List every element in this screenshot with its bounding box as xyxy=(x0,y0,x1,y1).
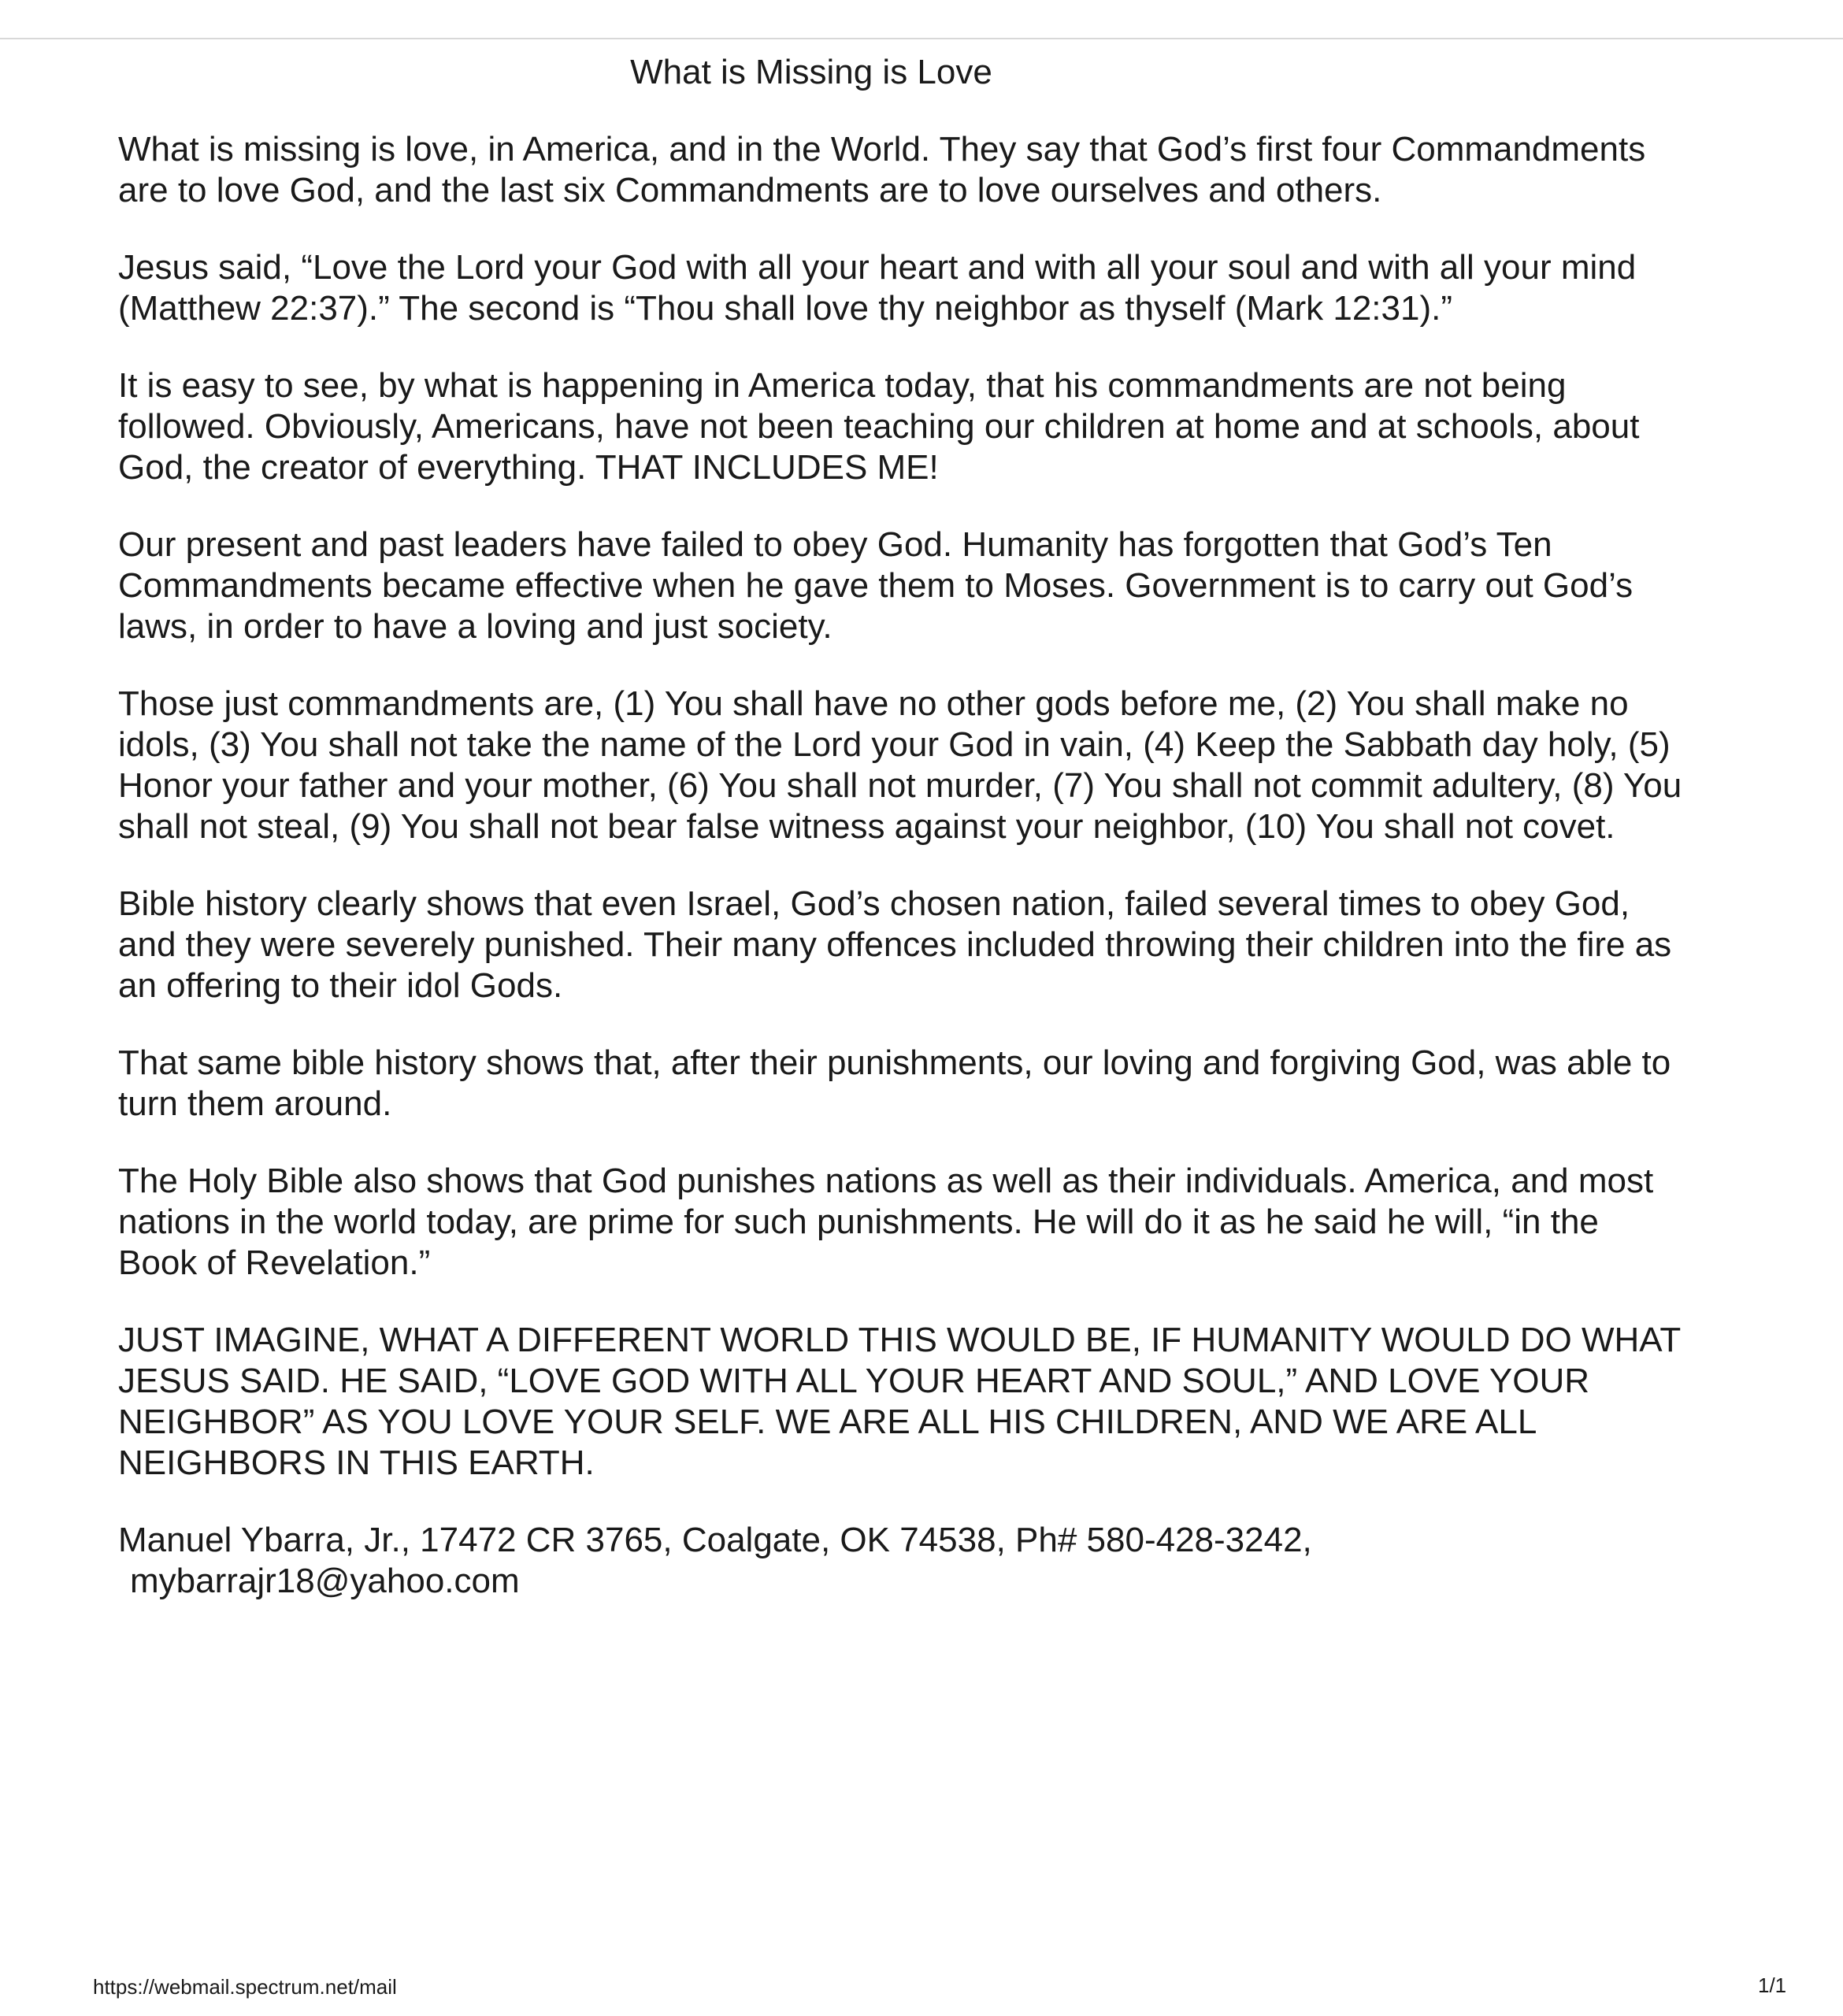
text-line: It is easy to see, by what is happening in America today, that his commandments are not being xyxy=(118,366,1567,405)
text-line: Book of Revelation.” xyxy=(118,1243,431,1282)
text-line: Honor your father and your mother, (6) You shall not murder, (7) You shall not commit adultery, (8) You xyxy=(118,766,1682,805)
text-line: nations in the world today, are prime for such punishments. He will do it as he said he will, “in the xyxy=(118,1203,1599,1241)
text-line: Commandments became effective when he gave them to Moses. Government is to carry out God’s xyxy=(118,566,1633,605)
paragraph xyxy=(118,884,1772,1006)
text-line: shall not steal, (9) You shall not bear false witness against your neighbor, (10) You shall not covet. xyxy=(118,807,1615,846)
scan-edge-line xyxy=(0,38,1843,39)
paragraph xyxy=(118,247,1772,329)
paragraph xyxy=(118,129,1772,211)
text-line: Our present and past leaders have failed to obey God. Humanity has forgotten that God’s Ten xyxy=(118,525,1552,564)
document-body xyxy=(118,129,1772,1638)
text-line: NEIGHBOR” AS YOU LOVE YOUR SELF. WE ARE ALL HIS CHILDREN, AND WE ARE ALL xyxy=(118,1403,1537,1441)
text-line: Those just commandments are, (1) You shall have no other gods before me, (2) You shall make no xyxy=(118,684,1629,723)
text-line: are to love God, and the last six Commandments are to love ourselves and others. xyxy=(118,171,1382,209)
text-line: NEIGHBORS IN THIS EARTH. xyxy=(118,1443,595,1482)
text-line: Manuel Ybarra, Jr., 17472 CR 3765, Coalgate, OK 74538, Ph# 580-428-3242, xyxy=(118,1521,1312,1559)
text-line: turn them around. xyxy=(118,1084,392,1123)
text-line: laws, in order to have a loving and just society. xyxy=(118,607,833,646)
paragraph xyxy=(118,1161,1772,1284)
paragraph xyxy=(118,524,1772,647)
text-line: That same bible history shows that, after their punishments, our loving and forgiving God, was able to xyxy=(118,1043,1671,1082)
text-line: What is missing is love, in America, and in the World. They say that God’s first four Commandments xyxy=(118,130,1646,169)
text-line: JESUS SAID. HE SAID, “LOVE GOD WITH ALL YOUR HEART AND SOUL,” AND LOVE YOUR xyxy=(118,1362,1590,1400)
paragraph xyxy=(118,1043,1772,1125)
document-title: What is Missing is Love xyxy=(630,53,992,91)
paragraph xyxy=(118,1320,1772,1484)
footer-url: https://webmail.spectrum.net/mail xyxy=(93,1975,397,1999)
text-line: Bible history clearly shows that even Israel, God’s chosen nation, failed several times to obey God, xyxy=(118,884,1630,923)
signature-block xyxy=(118,1520,1772,1602)
text-line: God, the creator of everything. THAT INCLUDES ME! xyxy=(118,448,939,487)
text-line: followed. Obviously, Americans, have not been teaching our children at home and at schools, about xyxy=(118,407,1640,446)
paragraph xyxy=(118,684,1772,847)
text-line: JUST IMAGINE, WHAT A DIFFERENT WORLD THIS WOULD BE, IF HUMANITY WOULD DO WHAT xyxy=(118,1321,1682,1359)
text-line: and they were severely punished. Their many offences included throwing their children into the fire as xyxy=(118,925,1672,964)
text-line: mybarrajr18@yahoo.com xyxy=(130,1562,520,1600)
text-line: an offering to their idol Gods. xyxy=(118,966,563,1005)
page-number: 1/1 xyxy=(1758,1973,1787,1997)
text-line: (Matthew 22:37).” The second is “Thou shall love thy neighbor as thyself (Mark 12:31).” xyxy=(118,289,1452,328)
text-line: Jesus said, “Love the Lord your God with all your heart and with all your soul and with all your mind xyxy=(118,248,1637,287)
text-line: idols, (3) You shall not take the name of the Lord your God in vain, (4) Keep the Sabbath day holy, (5) xyxy=(118,725,1671,764)
paragraph xyxy=(118,365,1772,488)
text-line: The Holy Bible also shows that God punishes nations as well as their individuals. America, and most xyxy=(118,1162,1654,1200)
